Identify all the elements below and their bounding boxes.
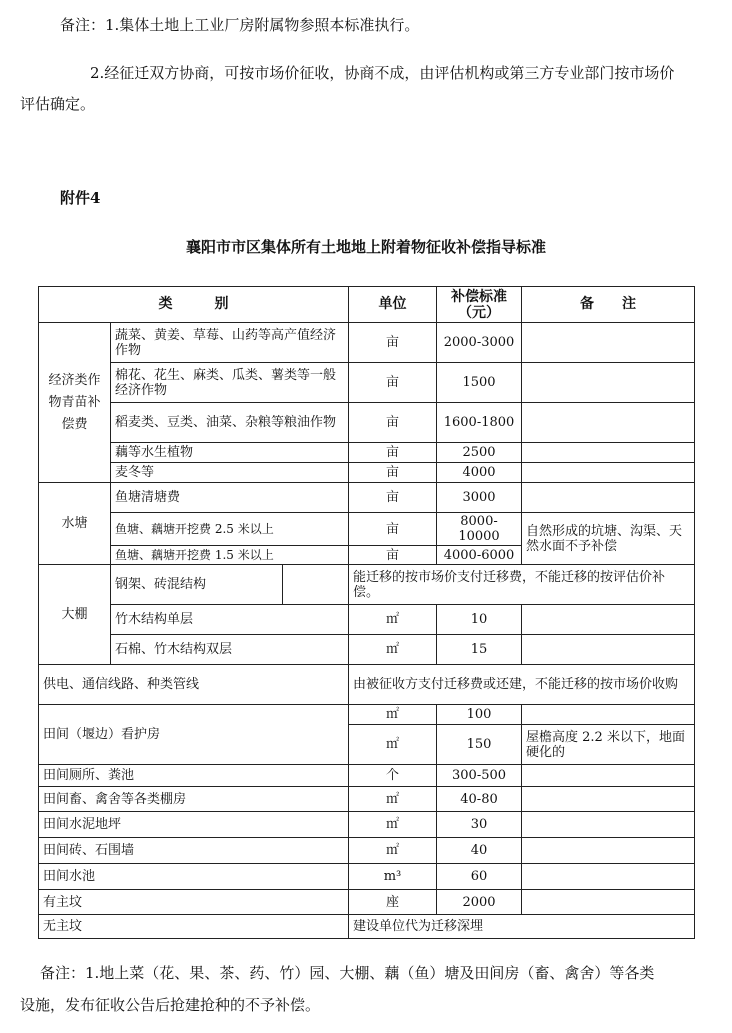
row-value: 150 <box>437 725 522 765</box>
document-title: 襄阳市市区集体所有土地地上附着物征收补偿指导标准 <box>185 238 546 256</box>
row-name: 鱼塘、藕塘开挖费 2.5 米以上 <box>111 513 349 546</box>
row-unit: 亩 <box>349 463 437 483</box>
row-value: 4000-6000 <box>437 546 522 565</box>
row-value: 300-500 <box>437 765 522 787</box>
row-remark <box>522 463 695 483</box>
header-standard-line1: 补偿标准 <box>451 288 508 305</box>
note-top-line2-cont: 评估确定。 <box>20 95 96 113</box>
row-unit: 亩 <box>349 323 437 363</box>
pond-remark: 自然形成的坑塘、沟渠、天然水面不予补偿 <box>522 513 695 565</box>
table-row <box>39 605 695 635</box>
table-row <box>39 635 695 665</box>
row-remark <box>522 635 695 665</box>
row-name: 蔬菜、黄姜、草莓、山药等高产值经济作物 <box>111 323 349 363</box>
note-bottom-line1: 备注：1.地上菜（花、果、茶、药、竹）园、大棚、藕（鱼）塘及田间房（畜、禽舍）等各类 <box>40 964 655 982</box>
table-row <box>39 565 695 605</box>
row-value: 2000-3000 <box>437 323 522 363</box>
row-value: 30 <box>437 812 522 838</box>
group-shed: 大棚 <box>39 565 111 665</box>
table-row <box>39 463 695 483</box>
note-bottom-line2: 设施，发布征收公告后抢建抢种的不予补偿。 <box>20 996 321 1014</box>
row-name: 田间畜、禽舍等各类棚房 <box>39 787 349 812</box>
row-name: 鱼塘清塘费 <box>111 483 349 513</box>
table-row <box>39 915 695 939</box>
table-row <box>39 483 695 513</box>
row-remark <box>522 443 695 463</box>
header-standard <box>437 287 522 323</box>
row-unit: ㎡ <box>349 838 437 864</box>
note-top-line1: 备注：1.集体土地上工业厂房附属物参照本标准执行。 <box>60 16 420 34</box>
row-unit: 亩 <box>349 363 437 403</box>
note-top-line2: 2.经征迁双方协商，可按市场价征收，协商不成，由评估机构或第三方专业部门按市场价 <box>90 64 675 82</box>
row-value: 40-80 <box>437 787 522 812</box>
table-header-row <box>39 287 695 323</box>
row-value: 1600-1800 <box>437 403 522 443</box>
table-row <box>39 665 695 705</box>
header-category: 类 别 <box>39 287 349 323</box>
row-remark <box>522 864 695 890</box>
row-unit: 座 <box>349 890 437 915</box>
table-row <box>39 890 695 915</box>
row-name: 田间水池 <box>39 864 349 890</box>
row-name: 田间（堰边）看护房 <box>39 705 349 765</box>
row-name: 有主坟 <box>39 890 349 915</box>
row-value: 3000 <box>437 483 522 513</box>
row-unit: ㎡ <box>349 635 437 665</box>
row-name: 稻麦类、豆类、油菜、杂粮等粮油作物 <box>111 403 349 443</box>
group-pond: 水塘 <box>39 483 111 565</box>
row-unit: 亩 <box>349 513 437 546</box>
table-row <box>39 513 695 546</box>
attachment-label: 附件4 <box>60 189 101 207</box>
row-unit: ㎡ <box>349 725 437 765</box>
row-remark <box>522 323 695 363</box>
group-economic-crops: 经济类作物青苗补偿费 <box>39 323 111 483</box>
row-name: 田间厕所、粪池 <box>39 765 349 787</box>
row-remark <box>522 765 695 787</box>
row-remark <box>522 403 695 443</box>
row-value: 1500 <box>437 363 522 403</box>
header-unit: 单位 <box>349 287 437 323</box>
row-remark <box>522 812 695 838</box>
row-unit: ㎡ <box>349 705 437 725</box>
row-name: 石棉、竹木结构双层 <box>111 635 349 665</box>
row-value: 8000-10000 <box>437 513 522 546</box>
table-row <box>39 363 695 403</box>
row-remark <box>522 705 695 725</box>
table-row <box>39 864 695 890</box>
row-unit: ㎡ <box>349 787 437 812</box>
row-name: 竹木结构单层 <box>111 605 349 635</box>
power-remark: 由被征收方支付迁移费或还建，不能迁移的按市场价收购 <box>349 665 695 705</box>
row-unit: ㎡ <box>349 812 437 838</box>
row-value: 15 <box>437 635 522 665</box>
row-remark <box>522 363 695 403</box>
row-unit: 亩 <box>349 403 437 443</box>
row-name: 鱼塘、藕塘开挖费 1.5 米以上 <box>111 546 349 565</box>
row-unit: 亩 <box>349 483 437 513</box>
row-remark <box>522 605 695 635</box>
table-row <box>39 443 695 463</box>
table-row <box>39 323 695 363</box>
row-unit: 亩 <box>349 546 437 565</box>
row-blank <box>283 565 349 605</box>
row-remark <box>522 787 695 812</box>
row-name: 棉花、花生、麻类、瓜类、薯类等一般经济作物 <box>111 363 349 403</box>
row-name: 麦冬等 <box>111 463 349 483</box>
table-row <box>39 765 695 787</box>
row-remark <box>522 483 695 513</box>
shed-remark: 能迁移的按市场价支付迁移费，不能迁移的按评估价补偿。 <box>349 565 695 605</box>
row-name: 藕等水生植物 <box>111 443 349 463</box>
table-row <box>39 403 695 443</box>
row-remark <box>522 890 695 915</box>
row-value: 40 <box>437 838 522 864</box>
row-remark <box>522 838 695 864</box>
row-name: 无主坟 <box>39 915 349 939</box>
table-row <box>39 812 695 838</box>
row-unit: 亩 <box>349 443 437 463</box>
row-value: 4000 <box>437 463 522 483</box>
row-unit: ㎡ <box>349 605 437 635</box>
row-name: 田间水泥地坪 <box>39 812 349 838</box>
table-row <box>39 705 695 725</box>
row-unit: 个 <box>349 765 437 787</box>
row-value: 10 <box>437 605 522 635</box>
row-name: 供电、通信线路、种类管线 <box>39 665 349 705</box>
row-value: 60 <box>437 864 522 890</box>
header-remark: 备 注 <box>522 287 695 323</box>
row-name: 田间砖、石围墙 <box>39 838 349 864</box>
compensation-table-body <box>38 286 695 939</box>
row-remark: 屋檐高度 2.2 米以下，地面硬化的 <box>522 725 695 765</box>
grave-remark: 建设单位代为迁移深埋 <box>349 915 695 939</box>
table-row <box>39 787 695 812</box>
header-standard-line2: （元） <box>458 304 501 321</box>
row-value: 2000 <box>437 890 522 915</box>
table-row <box>39 838 695 864</box>
row-value: 2500 <box>437 443 522 463</box>
row-name: 钢架、砖混结构 <box>111 565 283 605</box>
row-unit: m³ <box>349 864 437 890</box>
row-value: 100 <box>437 705 522 725</box>
